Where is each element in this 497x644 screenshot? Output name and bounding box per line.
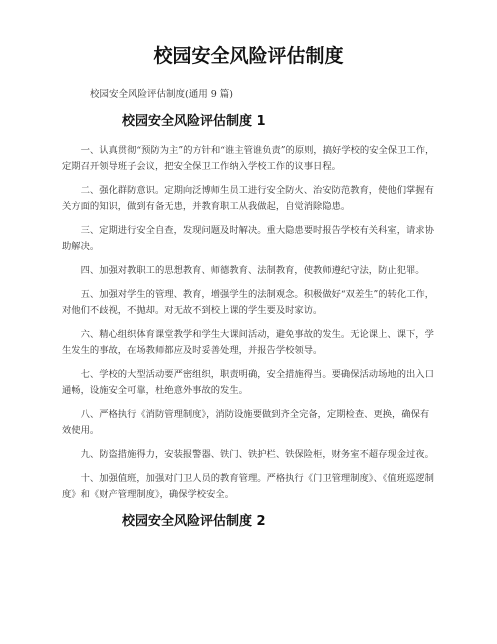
section-heading-2: 校园安全风险评估制度 2: [122, 514, 266, 529]
section-heading-1: 校园安全风险评估制度 1: [122, 114, 266, 129]
document-title: 校园安全风险评估制度: [153, 45, 344, 67]
paragraph-7: 七、学校的大型活动要严密组织，职责明确，安全措施得当。要确保活动场地的出入口通畅，设施安全可靠，杜绝意外事故的发生。: [62, 369, 434, 396]
paragraph-3: 三、定期进行安全自查，发现问题及时解决。重大隐患要时报告学校有关科室，请求协助解决。: [62, 225, 434, 252]
document-subtitle: 校园安全风险评估制度(通用 9 篇): [90, 89, 233, 100]
paragraph-4: 四、加强对教职工的思想教育、师德教育、法制教育，使教师遵纪守法，防止犯罪。: [80, 265, 425, 276]
paragraph-10: 十、加强值班，加强对门卫人员的教育管理。严格执行《门卫管理制度》、《值班巡逻制度》和《财产管理制度》，确保学校安全。: [62, 473, 434, 500]
paragraph-9: 九、防盗措施得力，安装报警器、铁门、铁护栏、铁保险柜，财务室不超存现金过夜。: [80, 449, 434, 460]
paragraph-6: 六、精心组织体育课堂教学和学生大课间活动，避免事故的发生。无论课上、课下，学生发生的事故，在场教师都应及时妥善处理，并报告学校领导。: [62, 329, 434, 356]
paragraph-5: 五、加强对学生的管理、教育，增强学生的法制观念。积极做好“双差生”的转化工作，对他们不歧视，不抛却。对无故不到校上课的学生要及时家访。: [62, 289, 435, 316]
paragraph-1: 一、认真贯彻“预防为主”的方针和“谁主管谁负责”的原则，搞好学校的安全保卫工作，定期召开领导班子会议，把安全保卫工作纳入学校工作的议事日程。: [62, 145, 435, 172]
paragraph-2: 二、强化群防意识。定期向泛博师生员工进行安全防火、治安防范教育，使他们掌握有关方面的知识，做到有备无患，并教育职工从我做起，自觉消除隐患。: [62, 185, 434, 212]
paragraph-8: 八、严格执行《消防管理制度》，消防设施要做到齐全完备，定期检查、更换，确保有效使用。: [62, 409, 430, 436]
